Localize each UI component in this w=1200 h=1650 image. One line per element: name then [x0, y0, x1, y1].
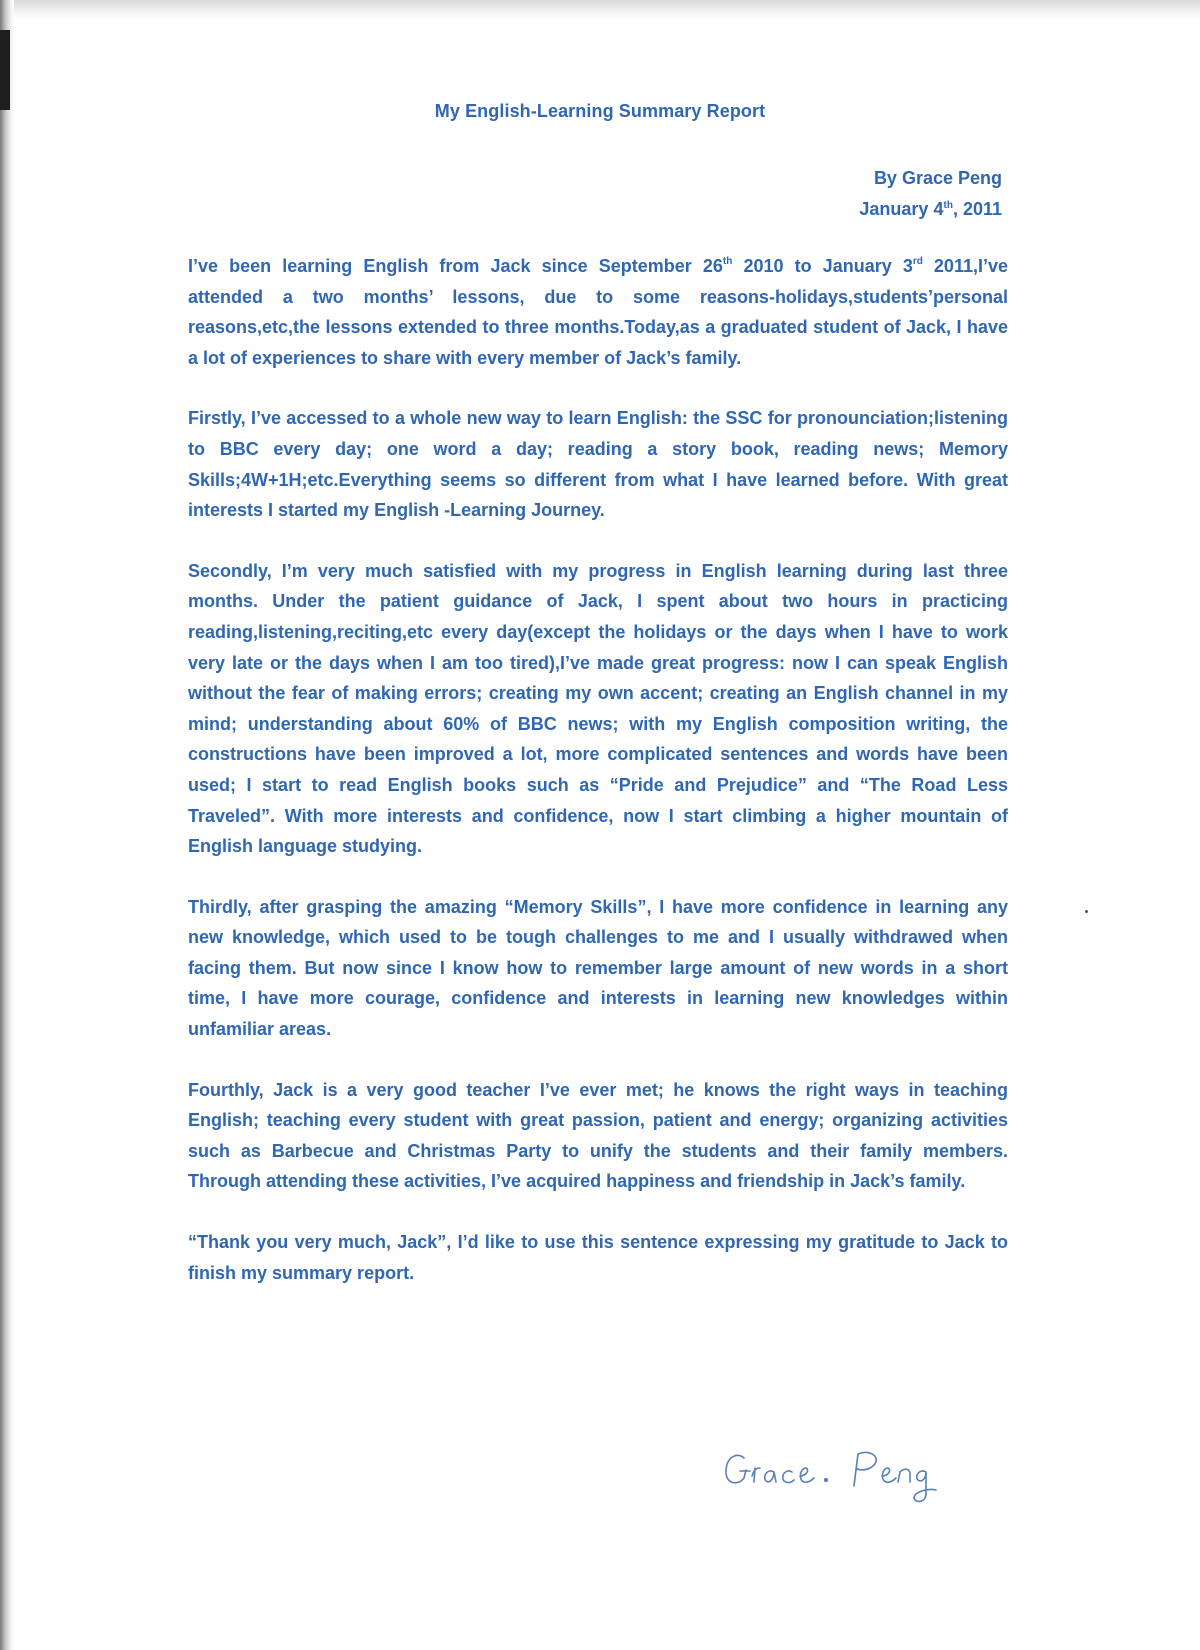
date-day: 4	[933, 199, 944, 219]
byline	[859, 163, 1002, 225]
date-day-suffix: th	[943, 200, 953, 211]
paragraph-firstly: Firstly, I’ve accessed to a whole new way to learn English: the SSC for pronounciation;listening to BBC every day; one word a day; reading a story book, reading news; Memory Skills;4W+1H;etc.Everything seems so different from what I have learned before. With great interests I started my English -Learning Journey.	[188, 408, 1008, 521]
paragraph-closing: “Thank you very much, Jack”, I’d like to use this sentence expressing my gratitude to Jack to finish my summary report.	[188, 1232, 1008, 1283]
document-title: My English-Learning Summary Report	[434, 101, 766, 121]
paragraph-intro	[188, 251, 1008, 373]
paragraph-fourthly: Fourthly, Jack is a very good teacher I’ve ever met; he knows the right ways in teaching English; teaching every student with great passion, patient and energy; organizing activities such as Barbecue and Christmas Party to unify the students and their family members. Through attending these activities, I’ve acquired happiness and friendship in Jack’s family.	[188, 1079, 1008, 1192]
intro-part-3: 2011,I’ve attended a two months’ lessons, due to some reasons-holidays,students’personal reasons,etc,the lessons extended to three months.Today,as a graduated student of Jack, I have a lot of experiences to share with every member of Jack’s family.	[188, 256, 1008, 368]
intro-part-2: 2010 to January 3	[732, 256, 913, 276]
scan-speck	[1085, 910, 1088, 913]
date-line	[859, 194, 1002, 225]
report-body	[188, 251, 1008, 1318]
paragraph-secondly: Secondly, I’m very much satisfied with my progress in English learning during last three months. Under the patient guidance of Jack, I spent about two hours in practicing reading,listening,reciting,etc every day(except the holidays or the days when I have to work very late or the days when I am too tired),I’ve made great progress: now I can speak English without the fear of making errors; creating my own accent; creating an English channel in my mind; understanding about 60% of BBC news; with my English composition writing, the constructions have been improved a lot, more complicated sentences and words have been used; I start to read English books such as “Pride and Prejudice” and “The Road Less Traveled”. With more interests and confidence, now I start climbing a higher mountain of English language studying.	[188, 560, 1008, 857]
intro-sup-2: rd	[912, 256, 923, 267]
intro-sup-1: th	[722, 256, 733, 267]
handwritten-signature	[722, 1430, 952, 1510]
date-month: January	[859, 199, 929, 219]
date-year: , 2011	[952, 199, 1002, 219]
intro-part-1: I’ve been learning English from Jack since September 26	[188, 256, 723, 276]
author-line: By Grace Peng	[873, 168, 1002, 188]
paragraph-thirdly: Thirdly, after grasping the amazing “Memory Skills”, I have more confidence in learning any new knowledge, which used to be tough challenges to me and I usually withdrawed when facing them. But now since I know how to remember large amount of new words in a short time, I have more courage, confidence and interests in learning new knowledges within unfamiliar areas.	[188, 896, 1008, 1040]
